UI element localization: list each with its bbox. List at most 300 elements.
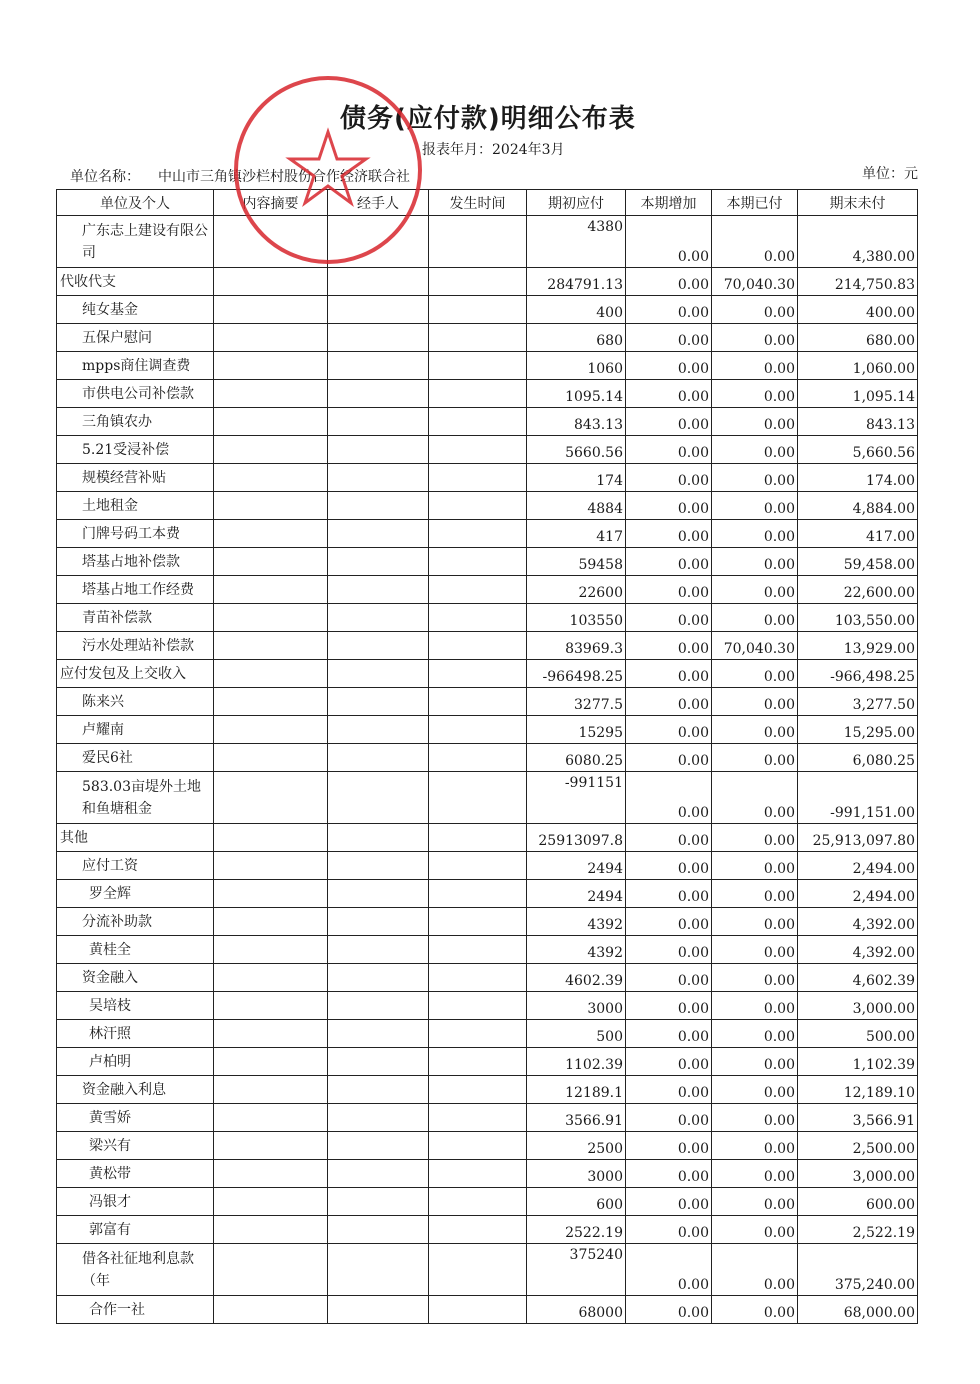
handler-cell (328, 632, 429, 660)
increase-cell: 0.00 (626, 852, 712, 880)
paid-cell: 0.00 (712, 1244, 798, 1296)
initial-cell: 103550 (527, 604, 626, 632)
handler-cell (328, 436, 429, 464)
date-cell (429, 632, 527, 660)
table-row (57, 520, 918, 548)
date-cell (429, 408, 527, 436)
name-cell: 应付工资 (57, 852, 214, 880)
paid-cell: 0.00 (712, 604, 798, 632)
paid-cell: 0.00 (712, 1076, 798, 1104)
table-row (57, 824, 918, 852)
col-header: 本期已付 (712, 190, 798, 216)
increase-cell: 0.00 (626, 772, 712, 824)
initial-cell: 1095.14 (527, 380, 626, 408)
table-row (57, 1132, 918, 1160)
date-cell (429, 964, 527, 992)
increase-cell: 0.00 (626, 1244, 712, 1296)
unit-name-value: 中山市三角镇沙栏村股份合作经济联合社 (158, 169, 410, 185)
initial-cell: 15295 (527, 716, 626, 744)
paid-cell: 0.00 (712, 880, 798, 908)
increase-cell: 0.00 (626, 604, 712, 632)
handler-cell (328, 1244, 429, 1296)
date-cell (429, 1296, 527, 1324)
initial-cell: 12189.1 (527, 1076, 626, 1104)
name-cell: 应付发包及上交收入 (57, 660, 214, 688)
name-cell: 其他 (57, 824, 214, 852)
ending-cell: 214,750.83 (798, 268, 918, 296)
date-cell (429, 1132, 527, 1160)
increase-cell: 0.00 (626, 380, 712, 408)
ending-cell: 13,929.00 (798, 632, 918, 660)
summary-cell (214, 464, 328, 492)
summary-cell (214, 632, 328, 660)
date-cell (429, 352, 527, 380)
initial-cell: 284791.13 (527, 268, 626, 296)
increase-cell: 0.00 (626, 1104, 712, 1132)
summary-cell (214, 604, 328, 632)
summary-cell (214, 1020, 328, 1048)
paid-cell: 0.00 (712, 1188, 798, 1216)
col-header: 本期增加 (626, 190, 712, 216)
initial-cell: 417 (527, 520, 626, 548)
paid-cell: 0.00 (712, 824, 798, 852)
initial-cell: 375240 (527, 1244, 626, 1296)
increase-cell: 0.00 (626, 824, 712, 852)
name-cell: 纯女基金 (57, 296, 214, 324)
initial-cell: 3000 (527, 1160, 626, 1188)
paid-cell: 0.00 (712, 1020, 798, 1048)
date-cell (429, 1244, 527, 1296)
name-cell: 罗全辉 (57, 880, 214, 908)
paid-cell: 0.00 (712, 1048, 798, 1076)
name-cell: 黄雪娇 (57, 1104, 214, 1132)
summary-cell (214, 1160, 328, 1188)
handler-cell (328, 824, 429, 852)
increase-cell: 0.00 (626, 1132, 712, 1160)
paid-cell: 0.00 (712, 520, 798, 548)
date-cell (429, 268, 527, 296)
name-cell: 583.03亩堤外土地和鱼塘租金 (57, 772, 214, 824)
handler-cell (328, 852, 429, 880)
ending-cell: 417.00 (798, 520, 918, 548)
name-cell: 代收代支 (57, 268, 214, 296)
initial-cell: 1102.39 (527, 1048, 626, 1076)
name-cell: 卢柏明 (57, 1048, 214, 1076)
handler-cell (328, 744, 429, 772)
date-cell (429, 1188, 527, 1216)
name-cell: 门牌号码工本费 (57, 520, 214, 548)
paid-cell: 0.00 (712, 1160, 798, 1188)
paid-cell: 0.00 (712, 1216, 798, 1244)
name-cell: 卢耀南 (57, 716, 214, 744)
paid-cell: 70,040.30 (712, 268, 798, 296)
name-cell: 三角镇农办 (57, 408, 214, 436)
initial-cell: 4392 (527, 936, 626, 964)
name-cell: 青苗补偿款 (57, 604, 214, 632)
unit-name (70, 166, 410, 186)
ending-cell: 4,392.00 (798, 908, 918, 936)
summary-cell (214, 964, 328, 992)
report-period: 报表年月：2024年3月 (422, 142, 565, 158)
increase-cell: 0.00 (626, 548, 712, 576)
handler-cell (328, 548, 429, 576)
table-row (57, 548, 918, 576)
paid-cell: 0.00 (712, 436, 798, 464)
date-cell (429, 324, 527, 352)
summary-cell (214, 408, 328, 436)
increase-cell: 0.00 (626, 464, 712, 492)
increase-cell: 0.00 (626, 908, 712, 936)
summary-cell (214, 772, 328, 824)
increase-cell: 0.00 (626, 660, 712, 688)
date-cell (429, 436, 527, 464)
name-cell: 黄松带 (57, 1160, 214, 1188)
date-cell (429, 772, 527, 824)
name-cell: 分流补助款 (57, 908, 214, 936)
increase-cell: 0.00 (626, 324, 712, 352)
initial-cell: 2522.19 (527, 1216, 626, 1244)
summary-cell (214, 716, 328, 744)
initial-cell: 4602.39 (527, 964, 626, 992)
increase-cell: 0.00 (626, 992, 712, 1020)
ending-cell: 2,494.00 (798, 880, 918, 908)
name-cell: mpps商住调查费 (57, 352, 214, 380)
date-cell (429, 380, 527, 408)
ending-cell: 3,000.00 (798, 1160, 918, 1188)
table-row (57, 576, 918, 604)
paid-cell: 0.00 (712, 464, 798, 492)
name-cell: 广东志上建设有限公司 (57, 216, 214, 268)
table-row (57, 352, 918, 380)
initial-cell: 843.13 (527, 408, 626, 436)
paid-cell: 0.00 (712, 548, 798, 576)
paid-cell: 70,040.30 (712, 632, 798, 660)
handler-cell (328, 352, 429, 380)
handler-cell (328, 688, 429, 716)
paid-cell: 0.00 (712, 688, 798, 716)
summary-cell (214, 1188, 328, 1216)
handler-cell (328, 520, 429, 548)
handler-cell (328, 964, 429, 992)
initial-cell: 22600 (527, 576, 626, 604)
summary-cell (214, 380, 328, 408)
debt-table (56, 189, 918, 1324)
handler-cell (328, 1076, 429, 1104)
currency-unit: 单位：元 (862, 166, 918, 182)
initial-cell: 680 (527, 324, 626, 352)
ending-cell: 600.00 (798, 1188, 918, 1216)
table-row (57, 880, 918, 908)
date-cell (429, 464, 527, 492)
increase-cell: 0.00 (626, 576, 712, 604)
handler-cell (328, 604, 429, 632)
initial-cell: -991151 (527, 772, 626, 824)
paid-cell: 0.00 (712, 576, 798, 604)
name-cell: 吴培枝 (57, 992, 214, 1020)
table-row (57, 1160, 918, 1188)
table-row (57, 296, 918, 324)
date-cell (429, 548, 527, 576)
paid-cell: 0.00 (712, 660, 798, 688)
date-cell (429, 492, 527, 520)
summary-cell (214, 520, 328, 548)
paid-cell: 0.00 (712, 852, 798, 880)
table-row (57, 744, 918, 772)
increase-cell: 0.00 (626, 1188, 712, 1216)
date-cell (429, 716, 527, 744)
summary-cell (214, 548, 328, 576)
summary-cell (214, 688, 328, 716)
ending-cell: 843.13 (798, 408, 918, 436)
summary-cell (214, 436, 328, 464)
handler-cell (328, 1020, 429, 1048)
name-cell: 5.21受浸补偿 (57, 436, 214, 464)
date-cell (429, 1104, 527, 1132)
increase-cell: 0.00 (626, 296, 712, 324)
summary-cell (214, 992, 328, 1020)
handler-cell (328, 216, 429, 268)
increase-cell: 0.00 (626, 964, 712, 992)
date-cell (429, 576, 527, 604)
initial-cell: 6080.25 (527, 744, 626, 772)
paid-cell: 0.00 (712, 908, 798, 936)
table-row (57, 852, 918, 880)
date-cell (429, 216, 527, 268)
handler-cell (328, 268, 429, 296)
handler-cell (328, 1216, 429, 1244)
col-header: 期末未付 (798, 190, 918, 216)
header-row (57, 190, 918, 216)
ending-cell: 4,380.00 (798, 216, 918, 268)
handler-cell (328, 1188, 429, 1216)
increase-cell: 0.00 (626, 1216, 712, 1244)
table-row (57, 1216, 918, 1244)
handler-cell (328, 1296, 429, 1324)
increase-cell: 0.00 (626, 436, 712, 464)
col-header: 经手人 (328, 190, 429, 216)
summary-cell (214, 880, 328, 908)
handler-cell (328, 772, 429, 824)
summary-cell (214, 1244, 328, 1296)
name-cell: 五保户慰问 (57, 324, 214, 352)
name-cell: 林汗照 (57, 1020, 214, 1048)
handler-cell (328, 324, 429, 352)
ending-cell: 59,458.00 (798, 548, 918, 576)
summary-cell (214, 824, 328, 852)
paid-cell: 0.00 (712, 408, 798, 436)
ending-cell: 68,000.00 (798, 1296, 918, 1324)
ending-cell: 4,884.00 (798, 492, 918, 520)
ending-cell: 4,392.00 (798, 936, 918, 964)
increase-cell: 0.00 (626, 268, 712, 296)
table-row (57, 604, 918, 632)
handler-cell (328, 716, 429, 744)
summary-cell (214, 216, 328, 268)
table-row (57, 380, 918, 408)
handler-cell (328, 576, 429, 604)
table-row (57, 436, 918, 464)
table-row (57, 1020, 918, 1048)
summary-cell (214, 1132, 328, 1160)
paid-cell: 0.00 (712, 964, 798, 992)
initial-cell: 2494 (527, 880, 626, 908)
summary-cell (214, 744, 328, 772)
paid-cell: 0.00 (712, 716, 798, 744)
name-cell: 陈来兴 (57, 688, 214, 716)
ending-cell: 4,602.39 (798, 964, 918, 992)
initial-cell: 4380 (527, 216, 626, 268)
handler-cell (328, 908, 429, 936)
increase-cell: 0.00 (626, 1048, 712, 1076)
initial-cell: 83969.3 (527, 632, 626, 660)
handler-cell (328, 1104, 429, 1132)
table-row (57, 716, 918, 744)
summary-cell (214, 296, 328, 324)
table-row (57, 1244, 918, 1296)
handler-cell (328, 1160, 429, 1188)
increase-cell: 0.00 (626, 520, 712, 548)
table-row (57, 1048, 918, 1076)
initial-cell: 4884 (527, 492, 626, 520)
date-cell (429, 908, 527, 936)
table-row (57, 688, 918, 716)
paid-cell: 0.00 (712, 1104, 798, 1132)
name-cell: 合作一社 (57, 1296, 214, 1324)
ending-cell: 1,102.39 (798, 1048, 918, 1076)
summary-cell (214, 660, 328, 688)
date-cell (429, 1160, 527, 1188)
summary-cell (214, 1296, 328, 1324)
handler-cell (328, 1132, 429, 1160)
handler-cell (328, 936, 429, 964)
table-row (57, 660, 918, 688)
table-row (57, 408, 918, 436)
handler-cell (328, 296, 429, 324)
summary-cell (214, 1216, 328, 1244)
initial-cell: 174 (527, 464, 626, 492)
handler-cell (328, 492, 429, 520)
ending-cell: 103,550.00 (798, 604, 918, 632)
date-cell (429, 744, 527, 772)
table-row (57, 992, 918, 1020)
increase-cell: 0.00 (626, 688, 712, 716)
paid-cell: 0.00 (712, 772, 798, 824)
handler-cell (328, 408, 429, 436)
ending-cell: 400.00 (798, 296, 918, 324)
paid-cell: 0.00 (712, 744, 798, 772)
paid-cell: 0.00 (712, 216, 798, 268)
table-row (57, 1296, 918, 1324)
page-title: 债务(应付款)明细公布表 (340, 104, 636, 134)
increase-cell: 0.00 (626, 716, 712, 744)
initial-cell: 3000 (527, 992, 626, 1020)
initial-cell: 500 (527, 1020, 626, 1048)
ending-cell: 15,295.00 (798, 716, 918, 744)
col-header: 内容摘要 (214, 190, 328, 216)
increase-cell: 0.00 (626, 216, 712, 268)
name-cell: 资金融入 (57, 964, 214, 992)
increase-cell: 0.00 (626, 1160, 712, 1188)
name-cell: 塔基占地工作经费 (57, 576, 214, 604)
initial-cell: 59458 (527, 548, 626, 576)
col-header: 发生时间 (429, 190, 527, 216)
ending-cell: 375,240.00 (798, 1244, 918, 1296)
date-cell (429, 296, 527, 324)
summary-cell (214, 1048, 328, 1076)
table-row (57, 324, 918, 352)
initial-cell: 3566.91 (527, 1104, 626, 1132)
initial-cell: 1060 (527, 352, 626, 380)
date-cell (429, 852, 527, 880)
ending-cell: 5,660.56 (798, 436, 918, 464)
increase-cell: 0.00 (626, 1020, 712, 1048)
paid-cell: 0.00 (712, 936, 798, 964)
initial-cell: 25913097.8 (527, 824, 626, 852)
date-cell (429, 688, 527, 716)
table-body (57, 216, 918, 1324)
name-cell: 爱民6社 (57, 744, 214, 772)
table-row (57, 492, 918, 520)
ending-cell: 2,494.00 (798, 852, 918, 880)
summary-cell (214, 908, 328, 936)
increase-cell: 0.00 (626, 492, 712, 520)
table-row (57, 216, 918, 268)
increase-cell: 0.00 (626, 352, 712, 380)
handler-cell (328, 1048, 429, 1076)
increase-cell: 0.00 (626, 408, 712, 436)
date-cell (429, 660, 527, 688)
name-cell: 资金融入利息 (57, 1076, 214, 1104)
ending-cell: 1,060.00 (798, 352, 918, 380)
date-cell (429, 1020, 527, 1048)
paid-cell: 0.00 (712, 492, 798, 520)
handler-cell (328, 660, 429, 688)
date-cell (429, 936, 527, 964)
table-row (57, 772, 918, 824)
ending-cell: -991,151.00 (798, 772, 918, 824)
initial-cell: 5660.56 (527, 436, 626, 464)
paid-cell: 0.00 (712, 1296, 798, 1324)
summary-cell (214, 1076, 328, 1104)
summary-cell (214, 576, 328, 604)
table-row (57, 268, 918, 296)
summary-cell (214, 324, 328, 352)
summary-cell (214, 852, 328, 880)
increase-cell: 0.00 (626, 936, 712, 964)
table-row (57, 464, 918, 492)
ending-cell: 1,095.14 (798, 380, 918, 408)
table-row (57, 1076, 918, 1104)
ending-cell: 3,000.00 (798, 992, 918, 1020)
ending-cell: 500.00 (798, 1020, 918, 1048)
summary-cell (214, 268, 328, 296)
summary-cell (214, 352, 328, 380)
ending-cell: 6,080.25 (798, 744, 918, 772)
date-cell (429, 1076, 527, 1104)
initial-cell: 400 (527, 296, 626, 324)
ending-cell: -966,498.25 (798, 660, 918, 688)
ending-cell: 174.00 (798, 464, 918, 492)
increase-cell: 0.00 (626, 632, 712, 660)
paid-cell: 0.00 (712, 992, 798, 1020)
date-cell (429, 1048, 527, 1076)
table-row (57, 632, 918, 660)
initial-cell: 2500 (527, 1132, 626, 1160)
date-cell (429, 880, 527, 908)
handler-cell (328, 880, 429, 908)
paid-cell: 0.00 (712, 324, 798, 352)
name-cell: 规模经营补贴 (57, 464, 214, 492)
